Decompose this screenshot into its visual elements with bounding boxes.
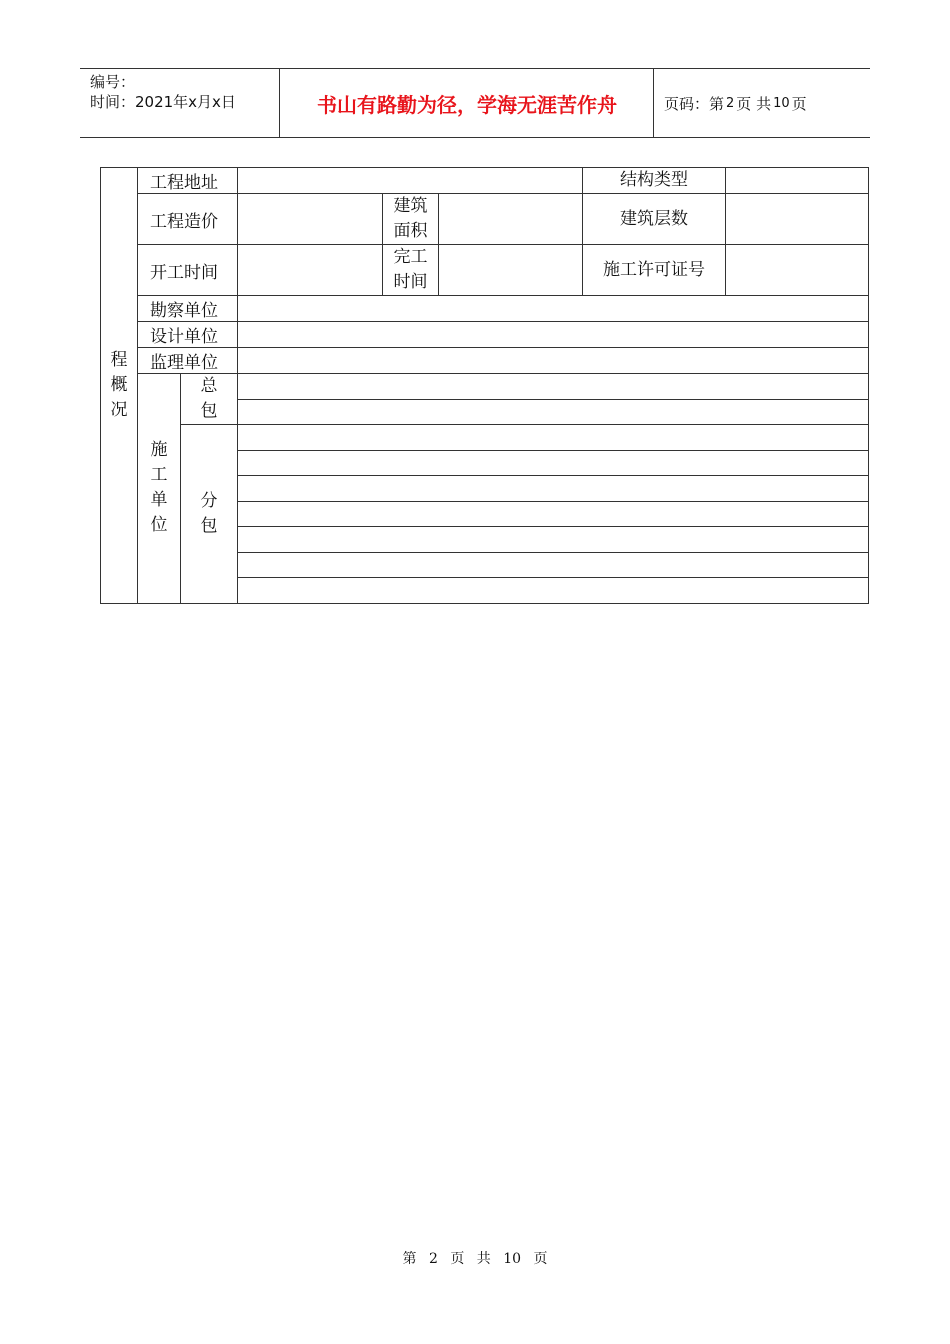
design-unit-value[interactable]	[238, 322, 869, 348]
footer-total: 10	[503, 1251, 522, 1267]
project-address-label: 工程地址	[138, 168, 238, 194]
general-contract-row-1[interactable]	[238, 374, 869, 400]
general-contract-cell	[181, 374, 238, 425]
page-footer	[0, 1248, 950, 1268]
start-time-value[interactable]	[238, 245, 383, 296]
construction-unit-cell	[138, 374, 181, 604]
construction-permit-value[interactable]	[726, 245, 869, 296]
project-overview-table	[100, 167, 869, 604]
motto: 书山有路勤为径，学海无涯苦作舟	[281, 69, 654, 137]
footer-page: 2	[428, 1251, 438, 1267]
subcontract-label: 分包	[200, 490, 218, 536]
supervision-unit-label: 监理单位	[138, 348, 238, 374]
supervision-unit-value[interactable]	[238, 348, 869, 374]
building-floors-label: 建筑层数	[583, 194, 726, 245]
survey-unit-label: 勘察单位	[138, 296, 238, 322]
completion-time-label: 完工时间	[393, 247, 428, 292]
structure-type-value[interactable]	[726, 168, 869, 194]
footer-ye2: 页	[533, 1251, 548, 1267]
building-area-label: 建筑面积	[393, 196, 428, 241]
project-cost-label: 工程造价	[138, 194, 238, 245]
page-info	[654, 69, 870, 137]
page-suffix: 页	[791, 94, 807, 113]
project-address-value[interactable]	[238, 168, 583, 194]
construction-unit-label: 施工单位	[150, 440, 168, 536]
time-label: 时间：2021年x月x日	[90, 93, 236, 111]
subcontract-row-6[interactable]	[238, 552, 869, 578]
building-area-label-cell	[383, 194, 439, 245]
survey-unit-value[interactable]	[238, 296, 869, 322]
side-label-cell	[101, 168, 138, 604]
subcontract-row-7[interactable]	[238, 578, 869, 604]
completion-time-value[interactable]	[439, 245, 583, 296]
subcontract-row-4[interactable]	[238, 501, 869, 527]
subcontract-cell	[181, 425, 238, 604]
subcontract-row-2[interactable]	[238, 450, 869, 476]
general-contract-label: 总包	[200, 376, 218, 421]
construction-permit-label: 施工许可证号	[583, 245, 726, 296]
design-unit-label: 设计单位	[138, 322, 238, 348]
page-number: 2	[726, 95, 735, 111]
page-header	[80, 68, 870, 138]
footer-di: 第	[402, 1251, 417, 1267]
building-area-value[interactable]	[439, 194, 583, 245]
general-contract-row-2[interactable]	[238, 399, 869, 425]
subcontract-row-5[interactable]	[238, 527, 869, 553]
footer-gong: 共	[476, 1251, 491, 1267]
completion-time-label-cell	[383, 245, 439, 296]
page-total: 10	[773, 95, 790, 111]
footer-ye: 页	[450, 1251, 465, 1267]
number-label: 编号：	[90, 73, 136, 91]
project-cost-value[interactable]	[238, 194, 383, 245]
header-left	[80, 69, 280, 137]
page-prefix: 页码：第	[664, 94, 725, 113]
subcontract-row-1[interactable]	[238, 425, 869, 451]
subcontract-row-3[interactable]	[238, 476, 869, 502]
start-time-label: 开工时间	[138, 245, 238, 296]
side-label: 程概况	[110, 349, 128, 420]
structure-type-label: 结构类型	[583, 168, 726, 194]
building-floors-value[interactable]	[726, 194, 869, 245]
page-mid: 页 共	[736, 94, 772, 113]
